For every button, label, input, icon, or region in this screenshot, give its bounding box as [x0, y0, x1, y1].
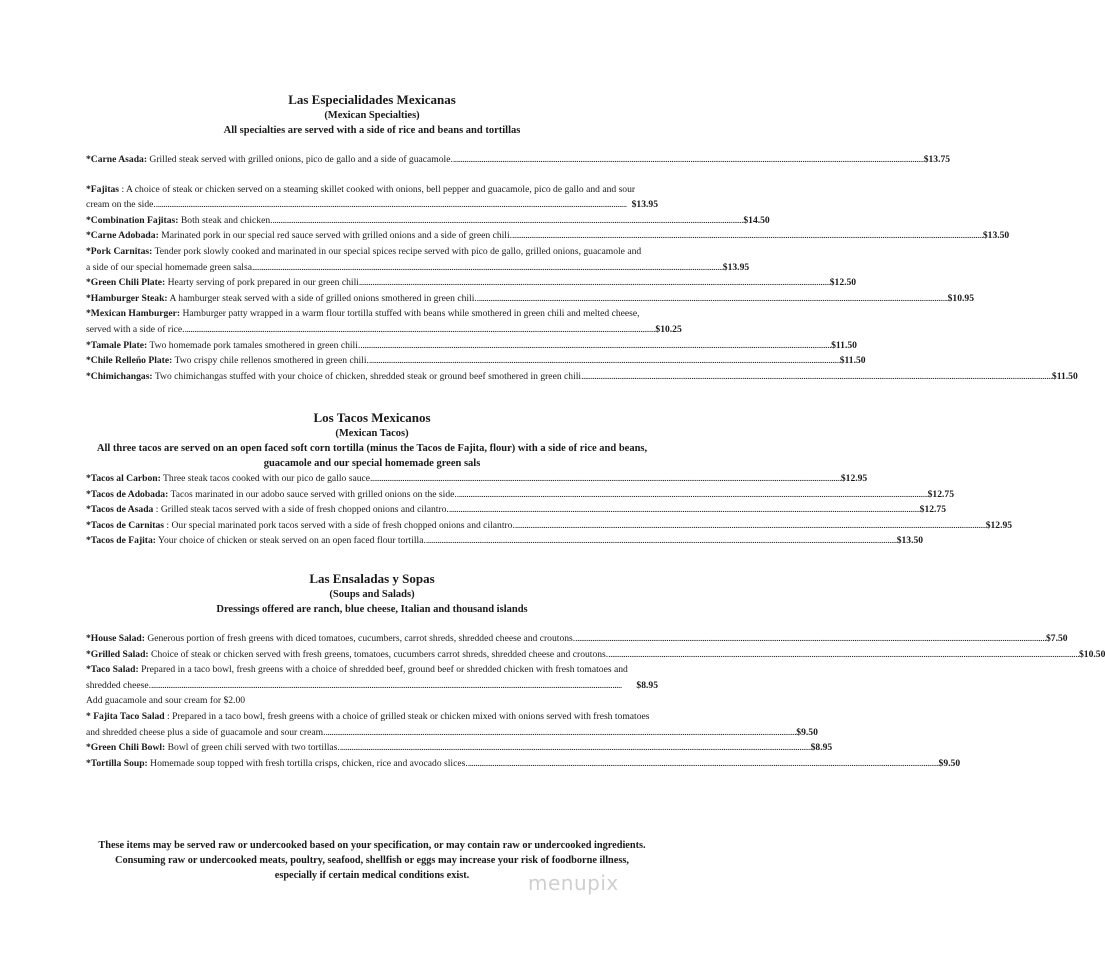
menu-item-price: $13.95	[631, 199, 658, 211]
menu-item	[86, 353, 866, 369]
specialties-section	[86, 92, 1078, 384]
menu-item-description: : Our special marinated pork tacos served with a side of fresh chopped onions and cilantro.	[164, 519, 515, 531]
menu-item-name: * Fajita Taco Salad	[86, 710, 165, 722]
menu-item-name: *Combination Fajitas:	[86, 214, 179, 226]
menu-item-description: Two homemade pork tamales smothered in green chili.	[147, 339, 361, 351]
menu-item	[86, 152, 951, 168]
menu-item-price: $11.50	[839, 355, 866, 367]
menu-item-name: *Chile Relleño Plate:	[86, 355, 173, 367]
leader-dots	[325, 725, 796, 741]
menu-item	[86, 709, 818, 740]
menu-item-price: $12.50	[829, 277, 857, 289]
menu-item	[86, 647, 1105, 663]
menu-item-description-cont: cream on the side.	[86, 199, 156, 211]
menu-item-name: *Green Chili Bowl:	[86, 742, 166, 754]
menu-item-description: Marinated pork in our special red sauce served with grilled onions and a side of green chili.	[158, 230, 513, 242]
menu-item-line	[86, 662, 658, 678]
section-subtitle: (Soups and Salads)	[329, 589, 415, 600]
menu-item-price: $13.50	[896, 535, 924, 547]
menu-item-description: Tacos marinated in our adobo sauce served with grilled onions on the side.	[168, 488, 457, 500]
menu-item-price: $7.50	[1045, 633, 1068, 644]
menu-item-description: : Grilled steak tacos served with a side of fresh chopped onions and cilantro.	[153, 504, 449, 516]
menu-item-description: Grilled steak served with grilled onions, pico de gallo and a side of guacamole.	[147, 154, 453, 165]
menu-item-description: Generous portion of fresh greens with diced tomatoes, cucumbers, carrot shreds, shredded cheese and croutons.	[144, 633, 576, 644]
menu-item	[86, 740, 833, 756]
section-note: All three tacos are served on an open faced soft corn tortilla (minus the Tacos de Fajita, flour) with a side of rice and beans,	[96, 443, 648, 454]
leader-dots	[340, 740, 811, 756]
menu-item-description-cont: a side of our special homemade green salsa	[86, 261, 252, 273]
menu-item-price: $8.95	[636, 679, 658, 691]
menu-item	[86, 338, 857, 354]
menu-item-name: *Tamale Plate:	[86, 339, 148, 351]
menu-item-description-cont: and shredded cheese plus a side of guacamole and sour cream.	[86, 726, 326, 738]
menu-item	[86, 244, 750, 275]
disclaimer-line: These items may be served raw or undercooked based on your specification, or may contain raw or undercooked ingredients.	[98, 840, 646, 851]
menu-item-name: *Tacos de Adobada:	[86, 488, 169, 500]
leader-dots	[370, 471, 841, 487]
menu-item	[86, 369, 1078, 385]
menu-item-description: : A choice of steak or chicken served on a steaming skillet cooked with onions, bell pepper and guacamole, pico de gallo and and sour	[119, 183, 636, 195]
section-note-2: guacamole and our special homemade green sals	[263, 458, 481, 469]
section-note: All specialties are served with a side of rice and beans and tortillas	[223, 125, 521, 136]
leader-dots	[360, 338, 831, 354]
menu-item-price: $14.50	[743, 214, 770, 226]
leader-dots	[449, 502, 920, 518]
menu-item-line	[86, 182, 658, 198]
menu-item-name: *Taco Salad:	[86, 664, 139, 676]
menu-item	[86, 291, 974, 307]
menu-item-description-cont: served with a side of rice.	[86, 323, 185, 335]
menu-item-description: : Prepared in a taco bowl, fresh greens with a choice of grilled steak or chicken mixed with onions served with fresh tomatoes	[164, 710, 650, 722]
menu-item-description: Prepared in a taco bowl, fresh greens with a choice of shredded beef, ground beef or shredded chicken with fresh tomatoes and	[138, 664, 628, 676]
menu-item-addon: Add guacamole and sour cream for $2.00	[86, 695, 246, 707]
menu-item	[86, 275, 857, 291]
menu-item-name: *Tacos al Carbon:	[86, 473, 161, 484]
menu-item-description-cont: shredded cheese.	[86, 679, 151, 691]
section-title: Las Ensaladas y Sopas	[309, 571, 435, 586]
menu-item	[86, 662, 658, 709]
menu-item-name: *Tortilla Soup:	[86, 757, 148, 769]
leader-dots	[477, 291, 948, 307]
menu-item-description: Two crispy chile rellenos smothered in green chili.	[172, 355, 369, 367]
menu-item	[86, 471, 868, 487]
menu-item-name: *Carne Adobada:	[86, 230, 159, 242]
menu-item-name: *Chimichangas:	[86, 370, 153, 382]
menu-item	[86, 518, 1013, 534]
leader-dots	[156, 197, 632, 213]
menu-item-price: $12.75	[919, 504, 947, 516]
leader-dots	[581, 369, 1052, 385]
menu-item	[86, 502, 947, 518]
menu-item-description: Hearty serving of pork prepared in our green chili	[165, 277, 359, 289]
menu-item-description: A hamburger steak served with a side of grilled onions smothered in green chili.	[167, 292, 477, 304]
section-note: Dressings offered are ranch, blue cheese, Italian and thousand islands	[216, 604, 528, 615]
tacos-section	[86, 410, 1013, 549]
leader-dots	[515, 518, 986, 534]
menu-item-price: $12.75	[927, 488, 954, 500]
menu-item-name: *Fajitas	[86, 183, 120, 195]
menu-item-price: $13.95	[722, 261, 750, 273]
leader-dots	[252, 260, 723, 276]
watermark-logo: menupix	[528, 871, 619, 895]
leader-dots	[512, 228, 983, 244]
menu-item-price: $12.95	[840, 473, 868, 484]
menu-item-name: *Pork Carnitas:	[86, 245, 153, 257]
menu-item-name: *Tacos de Asada	[86, 504, 154, 516]
menu-item-price: $9.50	[796, 726, 818, 738]
leader-dots	[151, 678, 636, 694]
menu-item-description: Three steak tacos cooked with our pico de gallo sauce	[160, 473, 371, 484]
menu-item-price: $11.50	[831, 339, 857, 351]
menu-item-line	[86, 306, 658, 322]
menu-item-price: $8.95	[810, 742, 833, 754]
menu-item-name: *Carne Asada:	[86, 154, 148, 165]
menu-item	[86, 756, 961, 772]
section-title: Los Tacos Mexicanos	[313, 410, 431, 425]
menu-item-name: *Mexican Hamburger:	[86, 308, 181, 320]
menu-item-description: Bowl of green chili served with two tortillas.	[165, 742, 340, 754]
disclaimer-line: especially if certain medical conditions exist.	[274, 870, 470, 881]
leader-dots	[468, 756, 939, 772]
menu-item-description: Hamburger patty wrapped in a warm flour tortilla stuffed with beans while smothered in green chili and melted cheese,	[180, 308, 640, 320]
menu-item-line	[86, 709, 658, 725]
menu-item-description: Your choice of chicken or steak served on an open faced flour tortilla.	[156, 535, 426, 547]
menu-item-name: *House Salad:	[86, 633, 145, 644]
menu-item-price: $10.50	[1079, 648, 1105, 660]
leader-dots	[453, 152, 924, 168]
menu-item-price: $10.95	[947, 292, 974, 304]
disclaimer-line: Consuming raw or undercooked meats, poultry, seafood, shellfish or eggs may increase your risk of foodborne illness,	[115, 855, 629, 866]
menu-item	[86, 487, 954, 503]
menu-item-name: *Tacos de Carnitas	[86, 519, 165, 531]
section-title: Las Especialidades Mexicanas	[288, 92, 456, 107]
leader-dots	[608, 647, 1079, 663]
menu-item	[86, 306, 682, 337]
leader-dots	[426, 533, 897, 549]
menu-item-name: *Grilled Salad:	[86, 648, 149, 660]
menu-item-description: Both steak and chicken.	[178, 214, 273, 226]
menu-item-description: Two chimichangas stuffed with your choice of chicken, shredded steak or ground beef smothered in green chili	[152, 370, 582, 382]
salads-section	[86, 571, 1105, 771]
menu-item	[86, 228, 1010, 244]
leader-dots	[369, 353, 840, 369]
menu-item-price: $12.95	[985, 519, 1013, 531]
menu-item-price: $13.75	[923, 154, 951, 165]
menu-item-line	[86, 244, 658, 260]
leader-dots	[457, 487, 928, 503]
leader-dots	[185, 322, 656, 338]
section-subtitle: (Mexican Tacos)	[335, 428, 409, 439]
menu-item-description: Choice of steak or chicken served with fresh greens, tomatoes, cucumbers carrot shreds, shredded cheese and croutons.	[148, 648, 609, 660]
menu-item	[86, 182, 658, 213]
menu-item-name: *Tacos de Fajita:	[86, 535, 156, 547]
menu-item-price: $13.50	[982, 230, 1010, 242]
menu-item-name: *Green Chili Plate:	[86, 277, 166, 289]
leader-dots	[359, 275, 830, 291]
menu-item	[86, 631, 1068, 647]
leader-dots	[273, 213, 744, 229]
menu-item-price: $10.25	[655, 323, 682, 335]
leader-dots	[575, 631, 1046, 647]
menu-item	[86, 533, 924, 549]
menu-item-description: Tender pork slowly cooked and marinated in our special spices recipe served with pico de gallo, grilled onions, guacamole and	[152, 245, 642, 257]
menu-item	[86, 213, 770, 229]
menu-item-price: $9.50	[938, 757, 961, 769]
menu-item-name: *Hamburger Steak:	[86, 292, 168, 304]
menu-item-price: $11.50	[1051, 370, 1078, 382]
menu-item-description: Homemade soup topped with fresh tortilla crisps, chicken, rice and avocado slices.	[147, 757, 468, 769]
section-subtitle: (Mexican Specialties)	[324, 110, 420, 121]
